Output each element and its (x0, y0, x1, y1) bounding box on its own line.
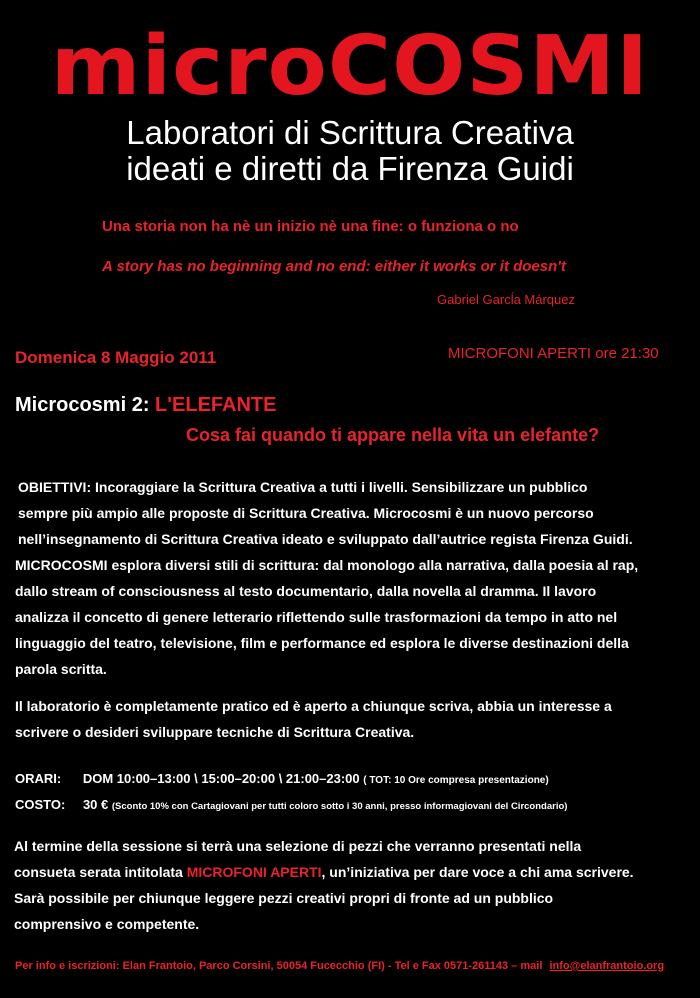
objectives-line: linguaggio del teatro, televisione, film e performance ed esplora le diverse destinazioni della (15, 635, 629, 651)
closing-line: comprensivo e competente. (14, 916, 200, 932)
closing-line-2-start: consueta serata intitolata (14, 864, 187, 880)
event-tagline: Cosa fai quando ti appare nella vita un elefante? (186, 425, 600, 445)
hours-label: ORARI: (15, 771, 62, 786)
schedule-cost (15, 797, 567, 812)
quote-english: A story has no beginning and no end: either it works or it doesn't (102, 258, 566, 275)
quote-italian: Una storia non ha nè un inizio nè una fine: o funziona o no (102, 218, 519, 235)
email-link[interactable]: info@elanfrantoio.org (549, 960, 665, 972)
hours-value: DOM 10:00–13:00 \ 15:00–20:00 \ 21:00–23:00 (82, 771, 360, 786)
objectives-line: MICROCOSMI esplora diversi stili di scrittura: dal monologo alla narrativa, dalla poesia al rap, (15, 557, 639, 573)
closing-line-2-end: , un’iniziativa per dare voce a chi ama scrivere. (321, 864, 634, 880)
closing-paragraph (14, 833, 694, 937)
lab-line: scrivere o desideri sviluppare tecniche di Scrittura Creativa. (15, 724, 415, 740)
lab-paragraph (15, 693, 695, 745)
lab-line: Il laboratorio è completamente pratico ed è aperto a chiunque scriva, abbia un interesse a (15, 698, 612, 714)
closing-line: Sarà possibile per chiunque leggere pezzi creativi propri di fronte ad un pubblico (14, 890, 554, 906)
objectives-line: sempre più ampio alle proposte di Scrittura Creativa. Microcosmi è un nuovo percorso (18, 505, 594, 521)
cost-note: (Sconto 10% con Cartagiovani per tutti coloro sotto i 30 anni, presso informagiovani del Circondario) (111, 801, 568, 812)
event-date: Domenica 8 Maggio 2011 (15, 348, 217, 367)
footer-info (15, 960, 664, 972)
footer-contact: Per info e iscrizioni: Elan Frantoio, Parco Corsini, 50054 Fucecchio (FI) - Tel e Fax 0571-261143 – mail (15, 960, 543, 972)
objectives-paragraph (15, 474, 695, 682)
quote-author: Gabriel Garcĺa Márquez (437, 292, 575, 307)
open-mic-highlight: MICROFONI APERTI (186, 864, 322, 880)
event-title-prefix: Microcosmi 2: (15, 394, 156, 416)
objectives-line: OBIETTIVI: Incoraggiare la Scrittura Creativa a tutti i livelli. Sensibilizzare un pubblico (18, 479, 588, 495)
objectives-line: dallo stream of consciousness al testo documentario, dalla novella al dramma. Il lavoro (15, 583, 597, 599)
hours-note: ( TOT: 10 Ore compresa presentazione) (363, 775, 549, 786)
subtitle-line-2: ideati e diretti da Firenza Guidi (126, 150, 574, 187)
poster-title: microCOSMI (50, 19, 650, 114)
objectives-line: nell’insegnamento di Scrittura Creativa ideato e sviluppato dall’autrice regista Firenza Guidi. (18, 531, 633, 547)
event-title (15, 394, 276, 417)
event-title-name: L'ELEFANTE (155, 394, 277, 416)
objectives-line: analizza il concetto di genere letterario riflettendo sulle trasformazioni da tempo in atto nel (15, 609, 618, 625)
open-mic-time: MICROFONI APERTI ore 21:30 (448, 345, 659, 362)
schedule-hours (15, 771, 549, 786)
cost-label: COSTO: (15, 797, 66, 812)
closing-line-2 (14, 859, 694, 885)
closing-line: Al termine della sessione si terrà una selezione di pezzi che verranno presentati nella (14, 838, 582, 854)
subtitle-line-1: Laboratori di Scrittura Creativa (126, 114, 574, 151)
cost-value: 30 € (82, 797, 109, 812)
objectives-line: parola scritta. (15, 661, 107, 677)
